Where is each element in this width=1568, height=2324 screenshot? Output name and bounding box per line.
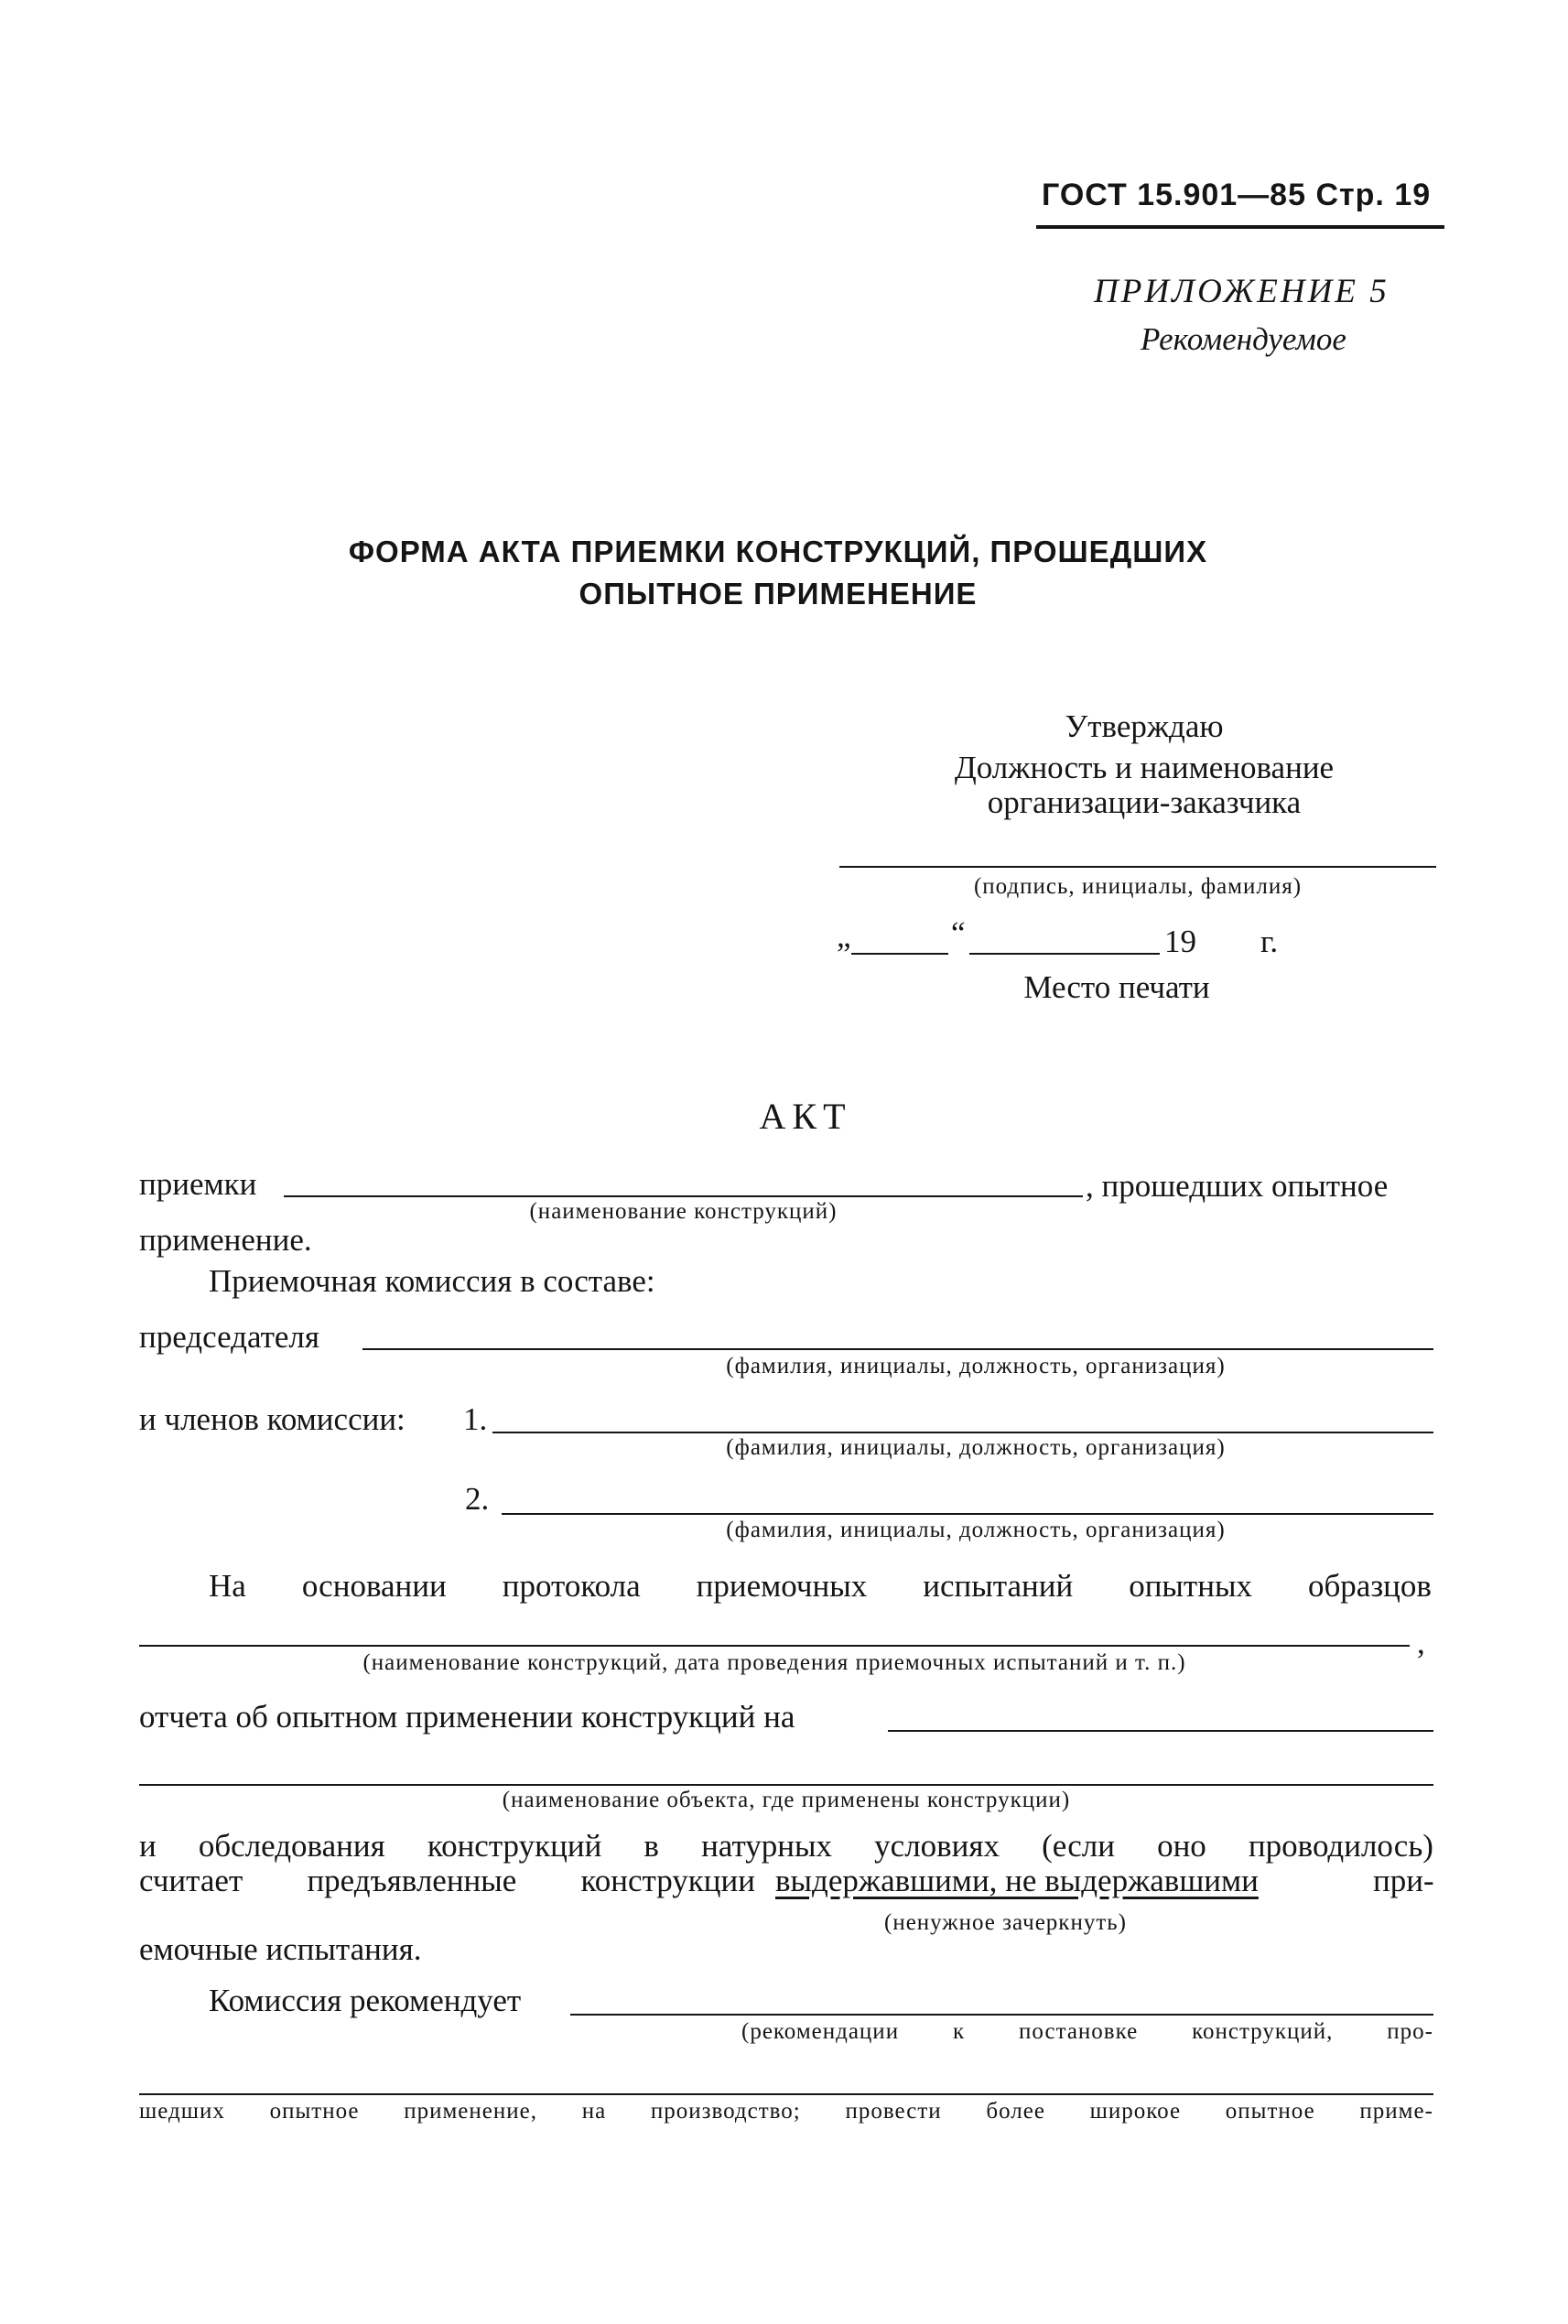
inspection-word: обследования	[198, 1828, 385, 1864]
members-label: и членов комиссии:	[139, 1401, 406, 1437]
member-1-hint: (фамилия, инициалы, должность, организация)	[726, 1435, 1226, 1460]
chairman-hint: (фамилия, инициалы, должность, организация)	[726, 1354, 1226, 1378]
basis-word: протокола	[502, 1568, 641, 1604]
last-hint-word: опытное	[1225, 2099, 1315, 2124]
recommend-hint-word: (рекомендации	[741, 2019, 900, 2044]
inspection-word: и	[139, 1828, 157, 1864]
recommend-hint-word: к	[952, 2019, 966, 2044]
basis-word: На	[209, 1568, 246, 1604]
pri-hyphen: при-	[1373, 1863, 1434, 1898]
member-1-line	[492, 1432, 1433, 1433]
signature-line	[839, 866, 1436, 868]
chairman-line	[362, 1348, 1433, 1350]
last-hint-word: опытное	[269, 2099, 360, 2124]
date-quote-close: “	[951, 915, 966, 951]
test-description-line	[139, 1645, 1410, 1647]
chairman-label: председателя	[139, 1319, 319, 1355]
last-hint-line	[139, 2100, 1433, 2123]
last-hint-word: применение,	[404, 2099, 537, 2124]
considers-line	[139, 1865, 755, 1897]
last-hint-word: приме-	[1359, 2099, 1433, 2124]
basis-word: испытаний	[923, 1568, 1074, 1604]
basis-line	[209, 1570, 1432, 1602]
report-line	[888, 1730, 1433, 1732]
member-2-number: 2.	[465, 1481, 490, 1517]
basis-word: опытных	[1129, 1568, 1252, 1604]
recommend-hint-word: про-	[1387, 2019, 1433, 2044]
test-line-comma: ,	[1417, 1625, 1425, 1660]
recommend-hint-word: постановке	[1018, 2019, 1139, 2044]
act-title: АКТ	[759, 1096, 852, 1137]
test-hint: (наименование конструкций, дата проведения приемочных испытаний и т. п.)	[362, 1650, 1186, 1675]
signature-hint: (подпись, инициалы, фамилия)	[973, 874, 1303, 899]
basis-word: основании	[301, 1568, 447, 1604]
inspection-word: в	[643, 1828, 659, 1864]
approval-word: Утверждаю	[1065, 708, 1224, 744]
year-prefix: 19	[1164, 924, 1196, 959]
last-hint-word: более	[986, 2099, 1045, 2124]
form-title-line1: ФОРМА АКТА ПРИЕМКИ КОНСТРУКЦИЙ, ПРОШЕДШИХ	[348, 535, 1208, 568]
last-hint-word: на	[581, 2099, 607, 2124]
recommendation-line-1	[570, 2014, 1433, 2016]
after-blank-text: , прошедших опытное	[1086, 1168, 1389, 1204]
considers-word: конструкции	[580, 1863, 755, 1898]
object-hint: (наименование объекта, где применены конструкции)	[502, 1788, 1071, 1812]
member-1-number: 1.	[463, 1401, 488, 1437]
withstood-text: выдержавшими, не выдержавшими	[775, 1863, 1259, 1898]
appendix-title: ПРИЛОЖЕНИЕ 5	[1094, 273, 1390, 310]
recommends-label: Комиссия рекомендует	[209, 1983, 522, 2018]
basis-word: образцов	[1307, 1568, 1432, 1604]
last-hint-word: производство;	[650, 2099, 801, 2124]
recommendation-line-2	[139, 2093, 1433, 2095]
strike-hint: (ненужное зачеркнуть)	[884, 1910, 1127, 1935]
construction-line	[284, 1195, 1083, 1197]
stamp-place: Место печати	[1023, 969, 1210, 1005]
application-word: применение.	[139, 1222, 312, 1258]
inspection-line	[139, 1830, 1433, 1862]
inspection-word: проводилось)	[1248, 1828, 1433, 1864]
tests-end: емочные испытания.	[139, 1931, 422, 1967]
form-title-line2: ОПЫТНОЕ ПРИМЕНЕНИЕ	[579, 577, 978, 611]
last-hint-word: шедших	[139, 2099, 225, 2124]
date-month-line	[969, 953, 1160, 955]
withstood-options	[775, 1865, 1259, 1897]
header-rule	[1036, 225, 1444, 229]
object-line	[139, 1784, 1433, 1786]
member-2-line	[502, 1513, 1433, 1515]
acceptance-word: приемки	[139, 1166, 257, 1202]
approval-position: Должность и наименование	[954, 750, 1335, 785]
inspection-word: оно	[1157, 1828, 1206, 1864]
year-suffix: г.	[1260, 924, 1279, 959]
appendix-status: Рекомендуемое	[1141, 321, 1346, 357]
approval-organization: организации-заказчика	[987, 784, 1302, 820]
inspection-word: (если	[1042, 1828, 1115, 1864]
inspection-word: конструкций	[427, 1828, 602, 1864]
construction-hint: (наименование конструкций)	[529, 1199, 838, 1224]
document-reference: ГОСТ 15.901—85 Стр. 19	[1042, 178, 1432, 212]
considers-word: предъявленные	[307, 1863, 517, 1898]
last-hint-word: провести	[845, 2099, 942, 2124]
recommend-hint-word: конструкций,	[1192, 2019, 1334, 2044]
member-2-hint: (фамилия, инициалы, должность, организация)	[726, 1518, 1226, 1542]
inspection-word: условиях	[874, 1828, 1000, 1864]
date-day-line	[851, 953, 948, 955]
commission-intro: Приемочная комиссия в составе:	[209, 1263, 655, 1299]
last-hint-word: широкое	[1089, 2099, 1182, 2124]
date-quote-open: „	[837, 918, 851, 954]
recommend-hint	[741, 2020, 1433, 2043]
report-line-text: отчета об опытном применении конструкций на	[139, 1699, 795, 1735]
basis-word: приемочных	[696, 1568, 868, 1604]
considers-word: считает	[139, 1863, 243, 1898]
inspection-word: натурных	[701, 1828, 833, 1864]
